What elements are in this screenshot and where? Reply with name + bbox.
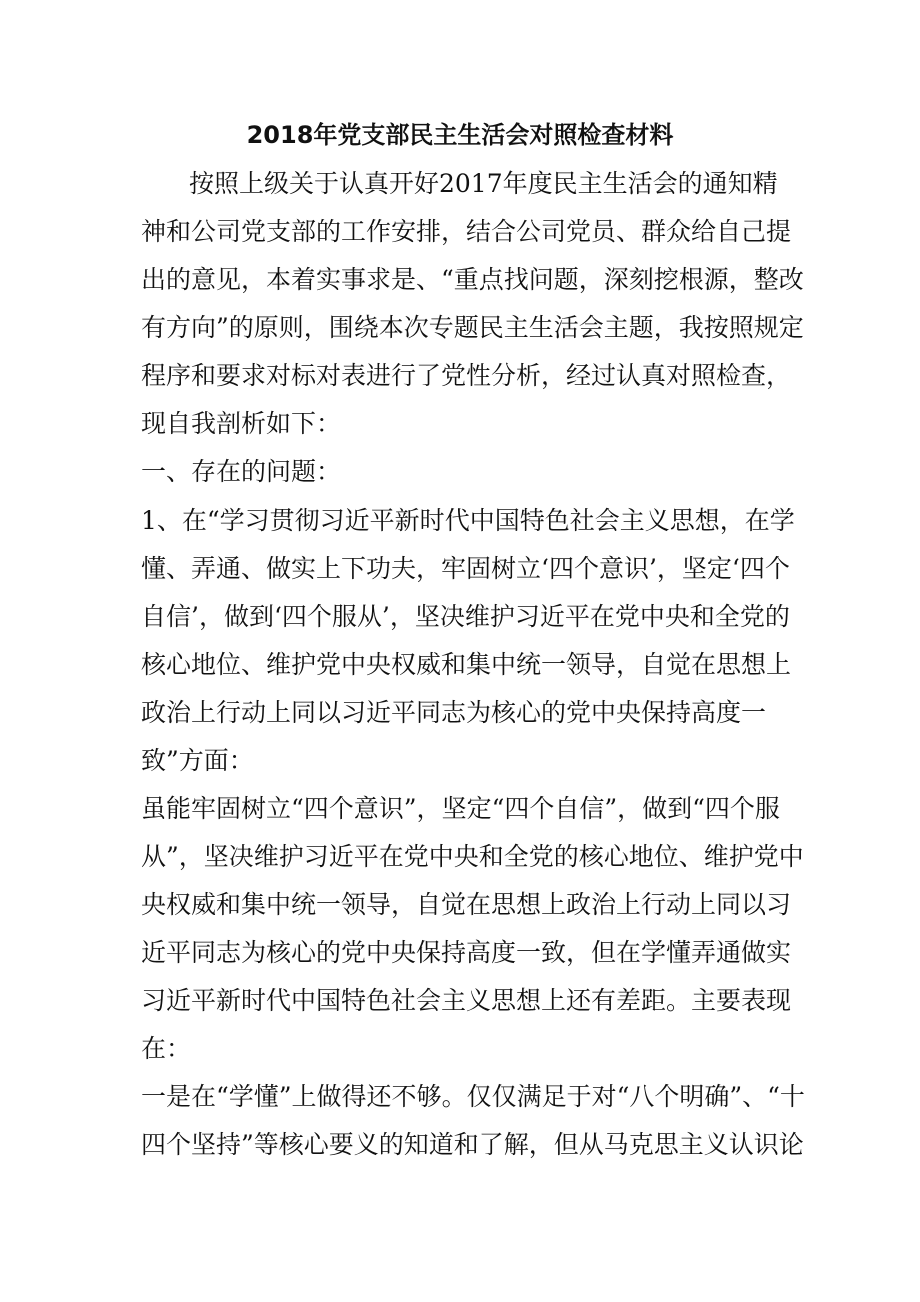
paragraph-line: 程序和要求对标对表进行了党性分析，经过认真对照检查， bbox=[141, 361, 792, 390]
document-title: 2018年党支部民主生活会对照检查材料 bbox=[246, 121, 674, 149]
paragraph-line: 致”方面： bbox=[141, 746, 254, 775]
paragraph-line: 习近平新时代中国特色社会主义思想上还有差距。主要表现 bbox=[141, 986, 792, 1015]
paragraph-line: 神和公司党支部的工作安排，结合公司党员、群众给自己提 bbox=[141, 217, 792, 246]
paragraph-line: 在： bbox=[141, 1034, 192, 1063]
section-heading: 一、存在的问题： bbox=[141, 457, 342, 486]
paragraph-line: 核心地位、维护党中央权威和集中统一领导，自觉在思想上 bbox=[141, 650, 792, 679]
paragraph-line: 懂、弄通、做实上下功夫，牢固树立‘四个意识’，坚定‘四个 bbox=[141, 554, 790, 583]
paragraph-line: 按照上级关于认真开好2017年度民主生活会的通知精 bbox=[189, 169, 778, 198]
paragraph-line: 自信’，做到‘四个服从’，坚决维护习近平在党中央和全党的 bbox=[141, 602, 790, 631]
paragraph-line: 从”，坚决维护习近平在党中央和全党的核心地位、维护党中 bbox=[141, 842, 804, 871]
paragraph-line: 有方向”的原则，围绕本次专题民主生活会主题，我按照规定 bbox=[141, 313, 804, 342]
paragraph-line: 出的意见，本着实事求是、“重点找问题，深刻挖根源，整改 bbox=[141, 265, 804, 294]
paragraph-line: 一是在“学懂”上做得还不够。仅仅满足于对“八个明确”、“十 bbox=[141, 1082, 805, 1111]
paragraph-line: 现自我剖析如下： bbox=[141, 409, 342, 438]
paragraph-line: 近平同志为核心的党中央保持高度一致，但在学懂弄通做实 bbox=[141, 938, 792, 967]
paragraph-line: 央权威和集中统一领导，自觉在思想上政治上行动上同以习 bbox=[141, 890, 792, 919]
paragraph-line: 虽能牢固树立“四个意识”，坚定“四个自信”，做到“四个服 bbox=[141, 794, 780, 823]
paragraph-line: 四个坚持”等核心要义的知道和了解，但从马克思主义认识论 bbox=[141, 1130, 804, 1159]
paragraph-line: 政治上行动上同以习近平同志为核心的党中央保持高度一 bbox=[141, 698, 767, 727]
paragraph-line: 1、在“学习贯彻习近平新时代中国特色社会主义思想，在学 bbox=[141, 506, 795, 535]
